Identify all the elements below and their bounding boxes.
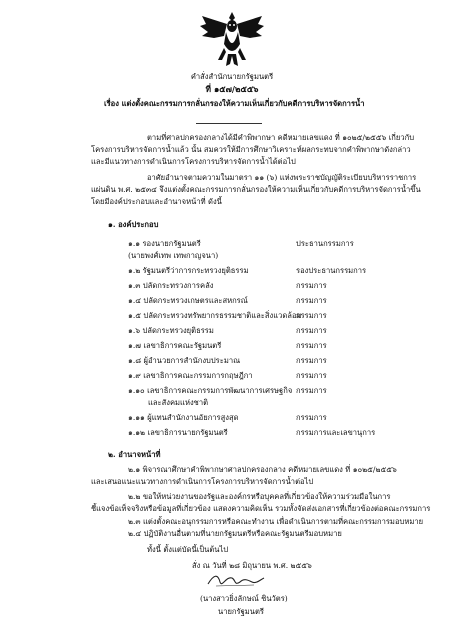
member-name: ๑.๕ ปลัดกระทรวงทรัพยากรธรรมชาติและสิ่งแวดล้อม (128, 311, 302, 320)
paragraph-2-line-3: โดยมีองค์ประกอบและอำนาจหน้าที่ ดังนี้ (91, 197, 222, 206)
paragraph-2-line-1: อาศัยอำนาจตามความในมาตรา ๑๑ (๖) แห่งพระราชบัญญัติระเบียบบริหารราชการ (147, 173, 417, 182)
order-subject: เรื่อง แต่งตั้งคณะกรรมการกลั่นกรองให้ความเห็นเกี่ยวกับคดีการบริหารจัดการน้ำ (104, 99, 365, 108)
member-role: กรรมการ (296, 386, 327, 395)
member-role: กรรมการและเลขานุการ (296, 428, 376, 437)
member-name: ๑.๔ ปลัดกระทรวงเกษตรและสหกรณ์ (128, 296, 248, 305)
paragraph-1-line-2: โครงการบริหารจัดการน้ำแล้ว นั้น สมควรให้มีการศึกษาวิเคราะห์ผลกระทบจากคำพิพากษาดังกล่าว (91, 145, 411, 154)
signature (204, 570, 266, 590)
duty-3: ๒.๓ แต่งตั้งคณะอนุกรรมการหรือคณะทำงาน เพื่อดำเนินการตามที่คณะกรรมการมอบหมาย (128, 517, 424, 526)
member-name: ๑.๙ เลขาธิการคณะกรรมการกฤษฎีกา (128, 371, 253, 380)
member-role: กรรมการ (296, 281, 327, 290)
member-role: รองประธานกรรมการ (296, 266, 367, 275)
member-role: กรรมการ (296, 356, 327, 365)
paragraph-1-line-1: ตามที่ศาลปกครองกลางได้มีคำพิพากษา คดีหมายเลขแดง ที่ ๑๐๒๕/๒๕๕๖ เกี่ยวกับ (147, 133, 415, 142)
duty-2-line-2: ชี้แจงข้อเท็จจริงหรือข้อมูลที่เกี่ยวข้อง แสดงความคิดเห็น รวมทั้งจัดส่งเอกสารที่เกี่ยวข้องต่อคณะกรรมการ (91, 504, 431, 513)
member-name: ๑.๑ รองนายกรัฐมนตรี (128, 239, 201, 248)
garuda-emblem-icon (198, 10, 266, 68)
member-name: ๑.๑๑ ผู้แทนสำนักงานอัยการสูงสุด (128, 413, 239, 422)
member-name: ๑.๖ ปลัดกระทรวงยุติธรรม (128, 326, 214, 335)
signer-title: นายกรัฐมนตรี (218, 607, 264, 616)
member-name: ๑.๘ ผู้อำนวยการสำนักงบประมาณ (128, 356, 241, 365)
duty-1-line-2: และเสนอแนะแนวทางการดำเนินการโครงการบริหารจัดการน้ำต่อไป (91, 477, 314, 486)
order-title: คำสั่งสำนักนายกรัฐมนตรี (190, 72, 274, 81)
member-role: กรรมการ (296, 341, 327, 350)
header-divider (196, 123, 262, 124)
member-name: ๑.๑๐ เลขาธิการคณะกรรมการพัฒนาการเศรษฐกิจ (128, 386, 293, 395)
order-date: สั่ง ณ วันที่ ๒๘ มิถุนายน พ.ศ. ๒๕๕๖ (192, 561, 312, 570)
member-role: กรรมการ (296, 371, 327, 380)
member-role: กรรมการ (296, 296, 327, 305)
member-role: กรรมการ (296, 413, 327, 422)
order-number: ที่ ๑๕๗/๒๕๕๖ (205, 84, 259, 94)
signer-name: (นางสาวยิ่งลักษณ์ ชินวัตร) (200, 594, 288, 603)
member-name: ๑.๗ เลขาธิการคณะรัฐมนตรี (128, 341, 222, 350)
member-role: กรรมการ (296, 326, 327, 335)
member-name: และสังคมแห่งชาติ (148, 398, 209, 407)
member-name: ๑.๒ รัฐมนตรีว่าการกระทรวงยุติธรรม (128, 266, 249, 275)
duty-2-line-1: ๒.๒ ขอให้หน่วยงานของรัฐและองค์กรหรือบุคคลที่เกี่ยวข้องให้ความร่วมมือในการ (128, 492, 391, 501)
effective-statement: ทั้งนี้ ตั้งแต่บัดนี้เป็นต้นไป (147, 545, 229, 554)
composition-heading: ๑. องค์ประกอบ (108, 220, 159, 229)
duty-4: ๒.๔ ปฏิบัติงานอื่นตามที่นายกรัฐมนตรีหรือคณะรัฐมนตรีมอบหมาย (128, 529, 342, 538)
duties-heading: ๒. อำนาจหน้าที่ (108, 450, 161, 459)
member-name: ๑.๑๒ เลขาธิการนายกรัฐมนตรี (128, 428, 228, 437)
member-name: ๑.๓ ปลัดกระทรวงการคลัง (128, 281, 214, 290)
paragraph-1-line-3: และมีแนวทางการดำเนินการโครงการบริหารจัดการน้ำได้ต่อไป (91, 157, 296, 166)
duty-1-line-1: ๒.๑ พิจารณาศึกษาคำพิพากษาศาลปกครองกลาง คดีหมายเลขแดง ที่ ๑๐๒๕/๒๕๕๖ (128, 465, 397, 474)
paragraph-2-line-2: แผ่นดิน พ.ศ. ๒๕๓๔ จึงแต่งตั้งคณะกรรมการกลั่นกรองให้ความเห็นเกี่ยวกับคดีการบริหารจัดการน้ำขึ้น (91, 185, 421, 194)
member-name: (นายพงศ์เทพ เทพกาญจนา) (128, 251, 219, 260)
member-role: ประธานกรรมการ (296, 239, 354, 248)
member-role: กรรมการ (296, 311, 327, 320)
